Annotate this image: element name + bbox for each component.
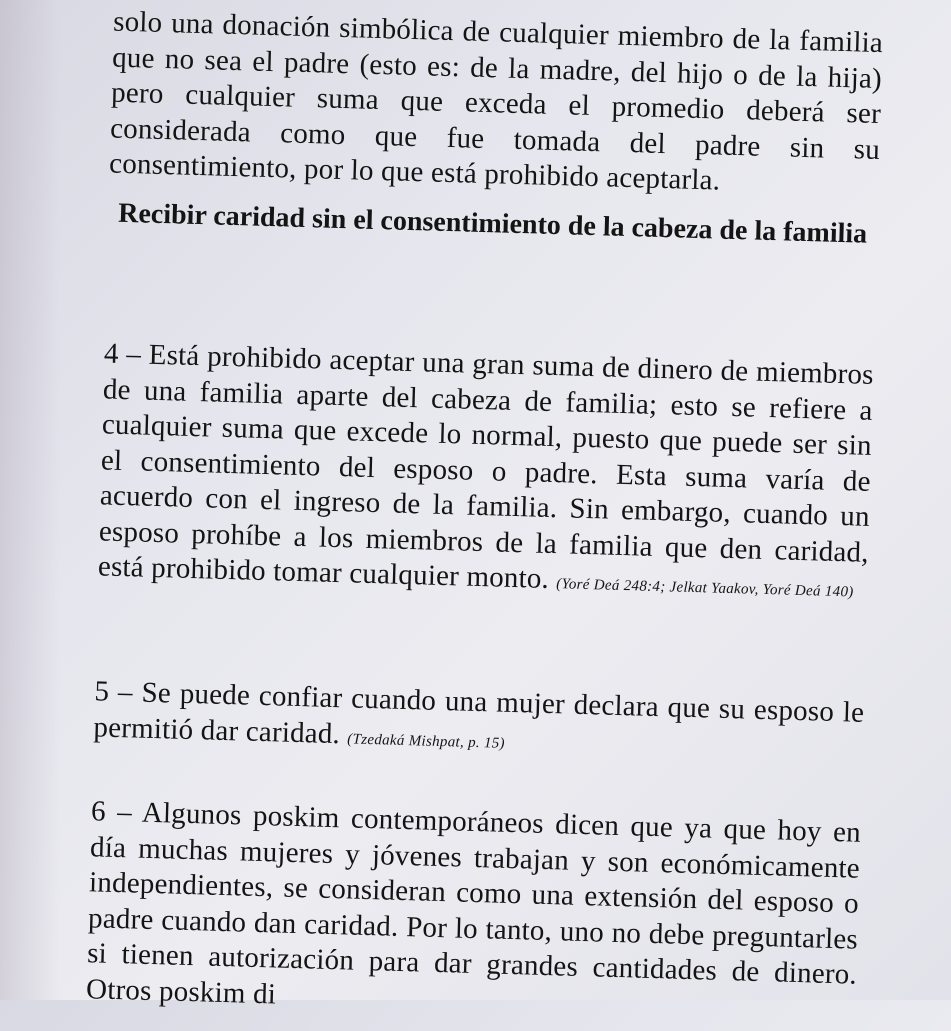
- paragraph-4: [97, 336, 874, 611]
- paragraph-text: Se puede confiar cuando una mujer declara que su esposo le permitió dar caridad.: [93, 676, 865, 750]
- paragraph-text: Está prohibido aceptar una gran suma de dinero de miembros de una familia aparte del cabeza de familia; esto se refiere a cualquier suma que excede lo normal, puesto que puede ser sin el consentimiento del esposo o padre. Esta suma varía de acuerdo con el ingreso de la familia. Sin embargo, cuando un esposo prohíbe a los miembros de la familia que den caridad, está prohibido tomar cualquier monto.: [97, 338, 875, 595]
- section-heading: Recibir caridad sin el consentimiento de la cabeza de la familia: [117, 197, 868, 250]
- paragraph-number: 4 –: [103, 337, 142, 371]
- paragraph-5: [93, 674, 865, 771]
- paragraph-text: Algunos poskim contemporáneos dicen que ya que hoy en día muchas mujeres y jóvenes trabajan y son económicamente independientes, se consideran como una extensión del esposo o padre cuando dan caridad. Por lo tanto, uno no debe preguntarles si tienen autorización para dar grandes cantidades de dinero. Otros poskim di: [85, 796, 862, 1010]
- citation: (Yoré Deá 248:4; Jelkat Yaakov, Yoré Deá 140): [556, 576, 854, 601]
- citation: (Tzedaká Mishpat, p. 15): [347, 730, 506, 752]
- intro-paragraph: solo una donación simbólica de cualquier miembro de la familia que no sea el padre (esto es: de la madre, del hijo o de la hija) pero cualquier suma que exceda el promedio deberá ser considerada como que fue tomada del padre sin su consentimiento, por lo que está prohibido aceptarla.: [108, 5, 884, 197]
- paragraph-number: 6 –: [90, 795, 133, 829]
- paragraph-6: [86, 794, 862, 1028]
- paragraph-number: 5 –: [94, 675, 134, 709]
